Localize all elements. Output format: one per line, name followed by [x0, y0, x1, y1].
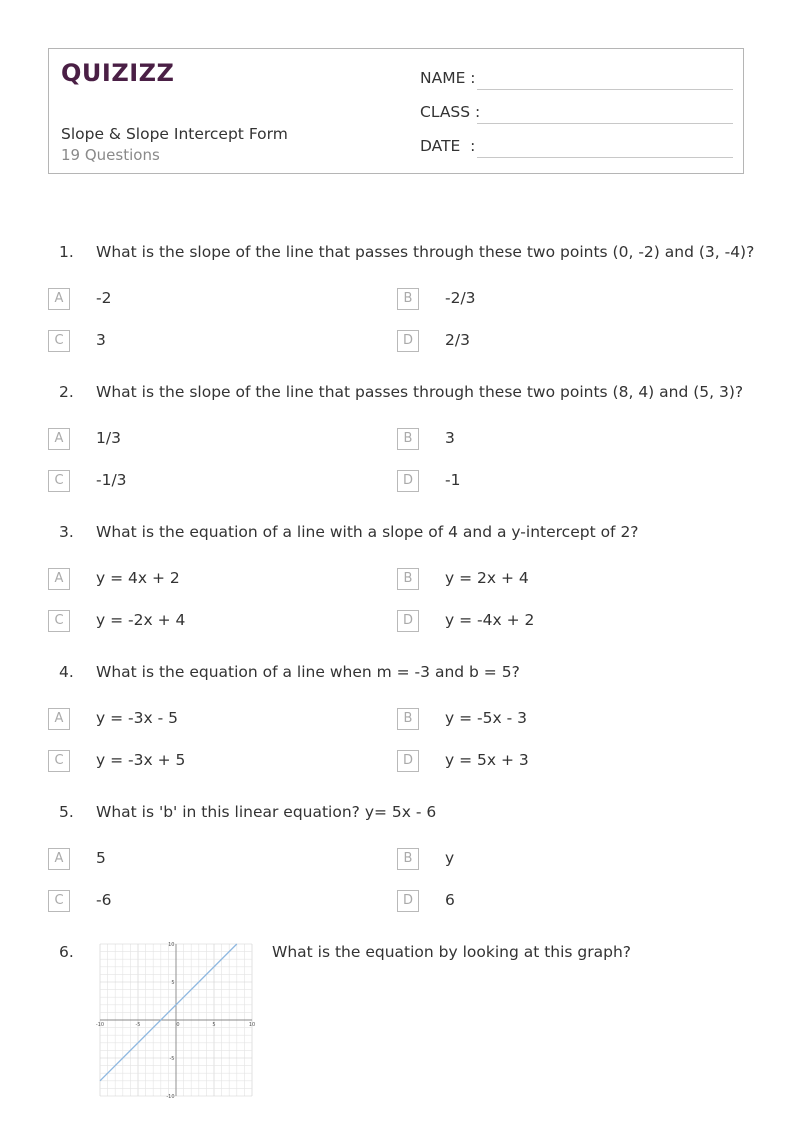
question-number: 3.: [59, 523, 74, 541]
y-tick-label: 10: [168, 942, 175, 948]
worksheet-header: [48, 48, 744, 174]
question-number: 2.: [59, 383, 74, 401]
question-text: What is the slope of the line that passes through these two points (0, -2) and (3, -4)?: [96, 243, 755, 261]
option-a-box[interactable]: A: [48, 708, 70, 730]
option-c-box[interactable]: C: [48, 470, 70, 492]
option-a-text: -2: [96, 289, 112, 307]
option-a-text: 1/3: [96, 429, 121, 447]
option-b-text: 3: [445, 429, 455, 447]
option-a-box[interactable]: A: [48, 428, 70, 450]
option-b-text: y = 2x + 4: [445, 569, 529, 587]
option-c-box[interactable]: C: [48, 610, 70, 632]
option-b-box[interactable]: B: [397, 708, 419, 730]
option-d-box[interactable]: D: [397, 610, 419, 632]
x-tick-label: 10: [248, 1022, 256, 1028]
option-d-box[interactable]: D: [397, 750, 419, 772]
worksheet-title: Slope & Slope Intercept Form: [61, 125, 288, 143]
x-tick-label: 5: [212, 1022, 216, 1028]
class-label: CLASS :: [420, 103, 481, 121]
question-number: 5.: [59, 803, 74, 821]
question-count: 19 Questions: [61, 146, 160, 164]
question-text: What is the equation of a line when m = -3 and b = 5?: [96, 663, 520, 681]
question-number: 4.: [59, 663, 74, 681]
option-c-box[interactable]: C: [48, 330, 70, 352]
option-a-text: y = -3x - 5: [96, 709, 178, 727]
option-a-text: y = 4x + 2: [96, 569, 180, 587]
x-tick-label: -5: [135, 1022, 141, 1028]
option-d-text: 6: [445, 891, 455, 909]
option-b-box[interactable]: B: [397, 848, 419, 870]
option-c-text: -6: [96, 891, 112, 909]
option-d-box[interactable]: D: [397, 890, 419, 912]
option-b-text: -2/3: [445, 289, 476, 307]
option-c-box[interactable]: C: [48, 750, 70, 772]
option-c-text: -1/3: [96, 471, 127, 489]
date-label: DATE :: [420, 137, 476, 155]
date-line[interactable]: [477, 157, 733, 158]
option-b-box[interactable]: B: [397, 288, 419, 310]
question-text: What is the equation of a line with a slope of 4 and a y-intercept of 2?: [96, 523, 639, 541]
x-tick-label: 0: [176, 1022, 180, 1028]
option-a-box[interactable]: A: [48, 568, 70, 590]
option-d-text: -1: [445, 471, 461, 489]
y-tick-label: 5: [171, 980, 175, 986]
line-graph: [96, 940, 256, 1100]
y-tick-label: -10: [166, 1094, 175, 1100]
option-c-text: y = -3x + 5: [96, 751, 186, 769]
option-a-box[interactable]: A: [48, 848, 70, 870]
option-d-text: y = 5x + 3: [445, 751, 529, 769]
name-line[interactable]: [477, 89, 733, 90]
class-line[interactable]: [477, 123, 733, 124]
option-d-text: y = -4x + 2: [445, 611, 535, 629]
question-text: What is the slope of the line that passes through these two points (8, 4) and (5, 3)?: [96, 383, 744, 401]
option-a-box[interactable]: A: [48, 288, 70, 310]
option-a-text: 5: [96, 849, 106, 867]
option-b-box[interactable]: B: [397, 428, 419, 450]
option-b-box[interactable]: B: [397, 568, 419, 590]
option-b-text: y: [445, 849, 455, 867]
option-b-text: y = -5x - 3: [445, 709, 527, 727]
y-tick-label: -5: [169, 1056, 175, 1062]
question-text: What is 'b' in this linear equation? y= 5x - 6: [96, 803, 437, 821]
option-c-text: 3: [96, 331, 106, 349]
option-d-box[interactable]: D: [397, 330, 419, 352]
option-d-box[interactable]: D: [397, 470, 419, 492]
option-d-text: 2/3: [445, 331, 470, 349]
x-tick-label: -10: [96, 1022, 105, 1028]
question-number: 6.: [59, 943, 74, 961]
option-c-text: y = -2x + 4: [96, 611, 186, 629]
quizizz-logo: QUIZIZZ: [61, 59, 175, 87]
question-number: 1.: [59, 243, 74, 261]
name-label: NAME :: [420, 69, 476, 87]
option-c-box[interactable]: C: [48, 890, 70, 912]
question-text: What is the equation by looking at this graph?: [272, 943, 632, 961]
